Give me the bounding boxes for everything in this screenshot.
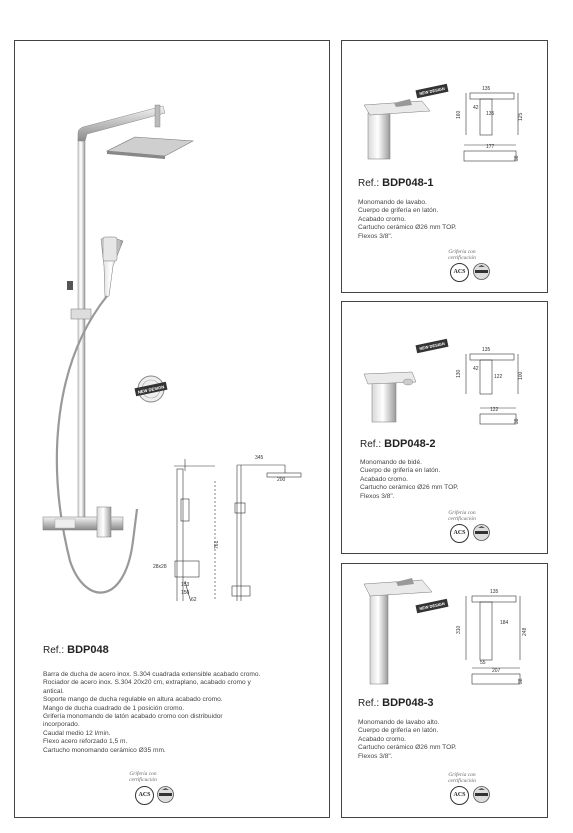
dim-label: 28x28 <box>153 564 167 570</box>
acs-logo: ACS <box>450 263 469 282</box>
description-line: Cartucho cerámico Ø26 mm TOP. <box>358 744 457 752</box>
certification-stamp-icon <box>473 786 490 803</box>
technical-drawing <box>466 354 518 424</box>
reference <box>43 644 109 656</box>
description-line: Acabado cromo. <box>360 475 409 483</box>
dim-label: 248 <box>522 627 528 636</box>
ref-code: BDP048-2 <box>384 438 436 450</box>
description-line: incorporado. <box>43 721 80 729</box>
certification-stamp-icon <box>157 786 174 803</box>
dim-label: 761 <box>214 540 220 549</box>
dim-label: 207 <box>492 668 501 674</box>
reference <box>358 177 433 189</box>
dim-label: 200 <box>277 477 286 483</box>
description-line: Rociador de acero inox. S.304 20x20 cm, extraplano, acabado cromo y <box>43 679 251 687</box>
description-line: Flexos 3/8". <box>358 752 393 760</box>
badge-text: NEW DESIGN <box>418 85 446 97</box>
dim-label: 55 <box>480 660 486 666</box>
description-line: Cuerpo de grifería en latón. <box>360 467 441 475</box>
dim-label: 150 <box>181 590 190 596</box>
dim-label: 38 <box>518 678 524 684</box>
ref-code: BDP048-3 <box>382 697 434 709</box>
description-line: Cuerpo de grifería en latón. <box>358 727 439 735</box>
acs-logo: ACS <box>135 786 154 805</box>
dim-label: 310 <box>456 625 462 634</box>
description-line: Acabado cromo. <box>358 215 407 223</box>
description-line: Soporte mango de ducha regulable en altura acabado cromo. <box>43 696 223 704</box>
description-line: Monomando de lavabo alto. <box>358 719 440 726</box>
description-line: Cartucho monomando cerámico Ø35 mm. <box>43 746 166 754</box>
dim-label: 100 <box>518 371 524 380</box>
badge-text: NEW DESIGN <box>418 340 446 352</box>
dim-label: 345 <box>255 455 264 461</box>
reference <box>358 697 433 709</box>
certification-caption: Grifería con certificación <box>448 510 476 522</box>
badge-text: NEW DESIGN <box>418 600 446 612</box>
dim-label: 135 <box>482 347 491 353</box>
new-design-badge <box>135 376 168 402</box>
technical-drawing <box>464 93 518 161</box>
ref-label: Ref.: <box>43 645 65 656</box>
dim-label: 177 <box>486 144 495 150</box>
ref-code: BDP048-1 <box>382 177 434 189</box>
description-line: Cartucho cerámico Ø26 mm TOP. <box>358 224 457 232</box>
description-line: Caudal medio 12 l/min. <box>43 729 111 737</box>
dim-label: 135 <box>482 86 491 92</box>
dim-label: 135 <box>486 111 495 117</box>
dim-label: 122 <box>494 374 503 380</box>
product-description <box>358 719 457 761</box>
description-line: Acabado cromo. <box>358 735 407 743</box>
ref-label: Ref.: <box>358 178 380 189</box>
dim-label: 42 <box>473 366 479 372</box>
dim-label: 153 <box>181 582 190 588</box>
product-panel-bdp048-2 <box>341 301 548 554</box>
faucet-image <box>342 302 549 432</box>
faucet-image <box>342 41 549 171</box>
product-panel-bdp048-1 <box>341 40 548 293</box>
dim-label: 160 <box>456 110 462 119</box>
product-description <box>358 199 457 241</box>
dim-label: 38 <box>514 418 520 424</box>
ref-label: Ref.: <box>358 698 380 709</box>
description-line: Cartucho cerámico Ø26 mm TOP. <box>360 484 459 492</box>
dim-label: 130 <box>456 369 462 378</box>
dim-label: 42 <box>473 105 479 111</box>
certification-caption: Grifería con certificación <box>448 772 476 784</box>
certification-caption: Grifería con certificación <box>129 771 157 783</box>
faucet-image <box>342 564 549 694</box>
dim-label: 62 <box>191 597 197 601</box>
description-line: Monomando de bidé. <box>360 459 422 466</box>
badge-text: NEW DESIGN <box>137 384 165 395</box>
description-line: antical. <box>43 687 64 695</box>
product-description <box>43 671 260 755</box>
certification-stamp-icon <box>473 263 490 280</box>
description-line: Mango de ducha cuadrado de 1 posición cromo. <box>43 704 185 712</box>
description-line: Flexo acero reforzado 1,5 m. <box>43 738 128 746</box>
dim-label: 38 <box>514 155 520 161</box>
shower-column-image <box>15 41 331 601</box>
certification-caption: Grifería con certificación <box>448 249 476 261</box>
description-line: Flexos 3/8". <box>358 232 393 240</box>
dim-label: 122 <box>490 407 499 413</box>
description-line: Monomando de lavabo. <box>358 199 427 206</box>
description-line: Flexos 3/8". <box>360 492 395 500</box>
acs-logo: ACS <box>450 524 469 543</box>
reference <box>360 438 435 450</box>
acs-logo: ACS <box>450 786 469 805</box>
certification-stamp-icon <box>473 524 490 541</box>
description-line: Grifería monomando de latón acabado cromo con distribuidor <box>43 713 223 721</box>
description-line: Barra de ducha de acero inox. S.304 cuadrada extensible acabado cromo. <box>43 671 261 678</box>
description-line: Cuerpo de grifería en latón. <box>358 207 439 215</box>
dim-label: 135 <box>490 589 499 595</box>
product-description <box>360 459 459 501</box>
dim-label: 184 <box>500 620 509 626</box>
dim-label: 125 <box>518 112 524 121</box>
product-panel-bdp048 <box>14 40 330 818</box>
ref-code: BDP048 <box>67 644 109 656</box>
product-panel-bdp048-3 <box>341 563 548 818</box>
ref-label: Ref.: <box>360 439 382 450</box>
